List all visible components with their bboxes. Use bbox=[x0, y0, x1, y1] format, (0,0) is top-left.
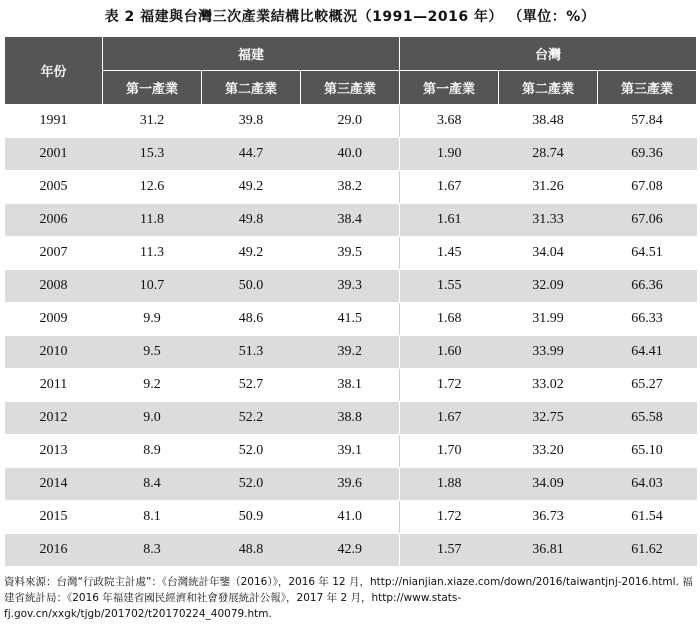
col-header: 第三產業 bbox=[598, 71, 697, 105]
value-cell: 1.67 bbox=[400, 171, 499, 204]
value-cell: 38.1 bbox=[301, 369, 400, 402]
value-cell: 50.9 bbox=[202, 501, 301, 534]
table-title: 表 2 福建與台灣三次產業結構比較概況（1991—2016 年） （單位：%） bbox=[104, 9, 596, 25]
value-cell: 65.58 bbox=[598, 402, 697, 435]
value-cell: 52.2 bbox=[202, 402, 301, 435]
value-cell: 41.5 bbox=[301, 303, 400, 336]
value-cell: 3.68 bbox=[400, 105, 499, 138]
value-cell: 67.06 bbox=[598, 204, 697, 237]
value-cell: 44.7 bbox=[202, 138, 301, 171]
value-cell: 8.4 bbox=[103, 468, 202, 501]
year-cell: 2016 bbox=[5, 534, 103, 567]
year-cell: 2012 bbox=[5, 402, 103, 435]
table-row bbox=[5, 105, 697, 138]
industry-structure-table bbox=[4, 36, 697, 567]
year-cell: 2013 bbox=[5, 435, 103, 468]
value-cell: 32.09 bbox=[499, 270, 598, 303]
value-cell: 1.60 bbox=[400, 336, 499, 369]
value-cell: 61.54 bbox=[598, 501, 697, 534]
year-cell: 2001 bbox=[5, 138, 103, 171]
value-cell: 31.99 bbox=[499, 303, 598, 336]
value-cell: 1.67 bbox=[400, 402, 499, 435]
value-cell: 1.45 bbox=[400, 237, 499, 270]
value-cell: 52.0 bbox=[202, 435, 301, 468]
year-cell: 2010 bbox=[5, 336, 103, 369]
col-header: 第三產業 bbox=[301, 71, 400, 105]
value-cell: 39.8 bbox=[202, 105, 301, 138]
value-cell: 49.2 bbox=[202, 171, 301, 204]
table-row bbox=[5, 270, 697, 303]
year-header: 年份 bbox=[5, 37, 103, 105]
value-cell: 66.36 bbox=[598, 270, 697, 303]
value-cell: 1.70 bbox=[400, 435, 499, 468]
value-cell: 39.3 bbox=[301, 270, 400, 303]
fujian-group-header: 福建 bbox=[103, 37, 400, 71]
value-cell: 9.9 bbox=[103, 303, 202, 336]
value-cell: 36.81 bbox=[499, 534, 598, 567]
value-cell: 1.90 bbox=[400, 138, 499, 171]
value-cell: 1.72 bbox=[400, 501, 499, 534]
value-cell: 39.1 bbox=[301, 435, 400, 468]
value-cell: 31.2 bbox=[103, 105, 202, 138]
value-cell: 1.68 bbox=[400, 303, 499, 336]
table-row bbox=[5, 534, 697, 567]
value-cell: 33.99 bbox=[499, 336, 598, 369]
value-cell: 49.2 bbox=[202, 237, 301, 270]
table-row bbox=[5, 336, 697, 369]
table-row bbox=[5, 237, 697, 270]
year-cell: 2005 bbox=[5, 171, 103, 204]
value-cell: 67.08 bbox=[598, 171, 697, 204]
col-header: 第二產業 bbox=[499, 71, 598, 105]
value-cell: 49.8 bbox=[202, 204, 301, 237]
table-row bbox=[5, 402, 697, 435]
year-cell: 2006 bbox=[5, 204, 103, 237]
value-cell: 50.0 bbox=[202, 270, 301, 303]
value-cell: 40.0 bbox=[301, 138, 400, 171]
table-row bbox=[5, 468, 697, 501]
value-cell: 57.84 bbox=[598, 105, 697, 138]
value-cell: 38.2 bbox=[301, 171, 400, 204]
value-cell: 11.3 bbox=[103, 237, 202, 270]
col-header: 第二產業 bbox=[202, 71, 301, 105]
value-cell: 64.03 bbox=[598, 468, 697, 501]
col-header: 第一產業 bbox=[103, 71, 202, 105]
year-cell: 1991 bbox=[5, 105, 103, 138]
value-cell: 69.36 bbox=[598, 138, 697, 171]
value-cell: 8.1 bbox=[103, 501, 202, 534]
table-row bbox=[5, 171, 697, 204]
value-cell: 52.7 bbox=[202, 369, 301, 402]
value-cell: 11.8 bbox=[103, 204, 202, 237]
value-cell: 41.0 bbox=[301, 501, 400, 534]
year-cell: 2015 bbox=[5, 501, 103, 534]
year-cell: 2009 bbox=[5, 303, 103, 336]
table-row bbox=[5, 369, 697, 402]
value-cell: 42.9 bbox=[301, 534, 400, 567]
value-cell: 12.6 bbox=[103, 171, 202, 204]
value-cell: 52.0 bbox=[202, 468, 301, 501]
value-cell: 34.09 bbox=[499, 468, 598, 501]
table-row bbox=[5, 138, 697, 171]
value-cell: 1.88 bbox=[400, 468, 499, 501]
value-cell: 9.0 bbox=[103, 402, 202, 435]
value-cell: 15.3 bbox=[103, 138, 202, 171]
value-cell: 29.0 bbox=[301, 105, 400, 138]
value-cell: 8.9 bbox=[103, 435, 202, 468]
value-cell: 39.5 bbox=[301, 237, 400, 270]
value-cell: 9.5 bbox=[103, 336, 202, 369]
value-cell: 65.10 bbox=[598, 435, 697, 468]
value-cell: 38.48 bbox=[499, 105, 598, 138]
table-row bbox=[5, 303, 697, 336]
value-cell: 10.7 bbox=[103, 270, 202, 303]
value-cell: 34.04 bbox=[499, 237, 598, 270]
value-cell: 1.57 bbox=[400, 534, 499, 567]
value-cell: 28.74 bbox=[499, 138, 598, 171]
value-cell: 48.8 bbox=[202, 534, 301, 567]
value-cell: 31.33 bbox=[499, 204, 598, 237]
year-cell: 2007 bbox=[5, 237, 103, 270]
year-cell: 2011 bbox=[5, 369, 103, 402]
source-footnote: 資料來源：台灣“行政院主計處”：《台灣統計年鑒（2016）》，2016 年 12 月，http://nianjian.xiaze.com/down/2016/taiwantjnj-2016.html. 福建省統計局：《2016 年福建省國民經濟和社會發展統計公報》，2017 年 2 月，http://www.stats-fj.gov.cn/xxgk/tjgb/201702/t20170224_40079.htm. bbox=[4, 576, 693, 620]
value-cell: 64.51 bbox=[598, 237, 697, 270]
value-cell: 66.33 bbox=[598, 303, 697, 336]
value-cell: 51.3 bbox=[202, 336, 301, 369]
year-cell: 2008 bbox=[5, 270, 103, 303]
value-cell: 31.26 bbox=[499, 171, 598, 204]
value-cell: 65.27 bbox=[598, 369, 697, 402]
table-row bbox=[5, 501, 697, 534]
value-cell: 64.41 bbox=[598, 336, 697, 369]
value-cell: 9.2 bbox=[103, 369, 202, 402]
value-cell: 1.72 bbox=[400, 369, 499, 402]
value-cell: 38.8 bbox=[301, 402, 400, 435]
taiwan-group-header: 台灣 bbox=[400, 37, 697, 71]
value-cell: 61.62 bbox=[598, 534, 697, 567]
value-cell: 39.2 bbox=[301, 336, 400, 369]
value-cell: 39.6 bbox=[301, 468, 400, 501]
value-cell: 48.6 bbox=[202, 303, 301, 336]
value-cell: 1.55 bbox=[400, 270, 499, 303]
value-cell: 8.3 bbox=[103, 534, 202, 567]
value-cell: 1.61 bbox=[400, 204, 499, 237]
value-cell: 33.20 bbox=[499, 435, 598, 468]
value-cell: 32.75 bbox=[499, 402, 598, 435]
col-header: 第一產業 bbox=[400, 71, 499, 105]
year-cell: 2014 bbox=[5, 468, 103, 501]
value-cell: 38.4 bbox=[301, 204, 400, 237]
table-row bbox=[5, 435, 697, 468]
table-row bbox=[5, 204, 697, 237]
value-cell: 36.73 bbox=[499, 501, 598, 534]
value-cell: 33.02 bbox=[499, 369, 598, 402]
